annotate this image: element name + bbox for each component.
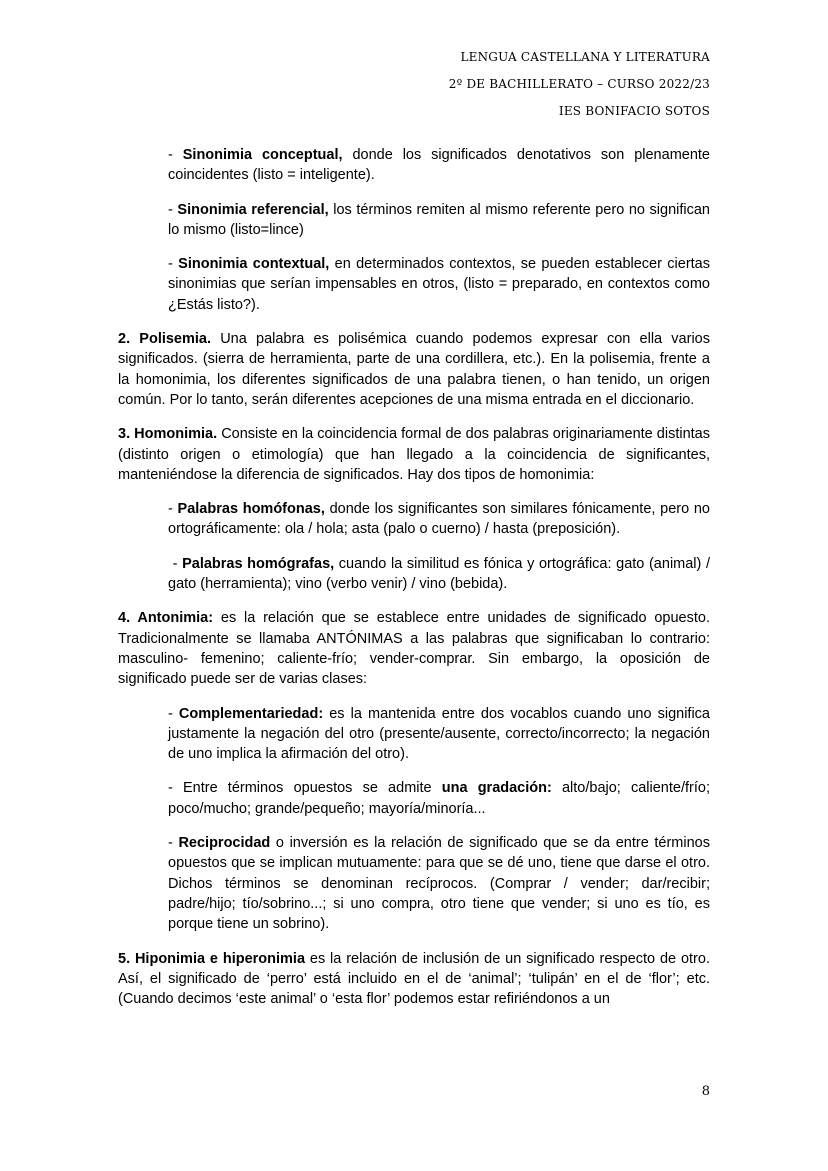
paragraph-complementariedad: - Complementariedad: es la mantenida entre dos vocablos cuando uno significa justamente la negación del otro (presente/ausente, correcto/incorrecto; la negación de uno implica la afirmación del otro). xyxy=(168,705,710,763)
header-course: 2º DE BACHILLERATO – CURSO 2022/23 xyxy=(448,77,710,91)
paragraph-hiponimia: 5. Hiponimia e hiperonimia es la relación de inclusión de un significado respecto de otro. Así, el significado de ‘perro’ está incluido en el de ‘animal’; ‘tulipán’ en el de ‘flor’; etc. (Cuando decimos ‘este animal’ o ‘esta flor’ podemos estar refiriéndonos a un xyxy=(118,950,710,1008)
paragraph-sinonimia-referencial: - Sinonimia referencial, los términos remiten al mismo referente pero no significan lo mismo (listo=lince) xyxy=(168,201,711,238)
paragraph-antonimia: 4. Antonimia: es la relación que se establece entre unidades de significado opuesto. Tradicionalmente se llamaba ANTÓNIMAS a las palabras que significaban lo contrario: masculino- femenino; caliente-frío; vender-comprar. Sin embargo, la oposición de significado puede ser de varias clases: xyxy=(118,610,710,688)
paragraph-homofonas: - Palabras homófonas, donde los significantes son similares fónicamente, pero no ortográficamente: ola / hola; asta (palo o cuerno) / hasta (preposición). xyxy=(168,501,710,538)
paragraph-gradacion: - Entre términos opuestos se admite una gradación: alto/bajo; caliente/frío; poco/mucho; grande/pequeño; mayoría/minoría... xyxy=(168,780,710,817)
paragraph-reciprocidad: - Reciprocidad o inversión es la relación de significado que se da entre términos opuestos que se implican mutuamente: para que se dé uno, tiene que darse el otro. Dichos términos se denominan recíprocos. (Comprar / vender; dar/recibir; padre/hijo; tío/sobrino...; si uno compra, otro tiene que vender; si uno es tío, es porque tiene un sobrino). xyxy=(168,835,710,933)
paragraph-homografas: - Palabras homógrafas, cuando la similitud es fónica y ortográfica: gato (animal) / gato (herramienta); vino (verbo venir) / vino (bebida). xyxy=(168,555,711,593)
paragraph-polisemia: 2. Polisemia. Una palabra es polisémica cuando podemos expresar con ella varios significados. (sierra de herramienta, parte de una cordillera, etc.). En la polisemia, frente a la homonimia, los diferentes significados de una palabra tienen, o han tenido, un origen común. Por lo tanto, serán diferentes acepciones de una misma entrada en el diccionario. xyxy=(118,331,710,408)
paragraph-homonimia: 3. Homonimia. Consiste en la coincidencia formal de dos palabras originariamente distintas (distinto origen o etimología) que han llegado a la coincidencia de significantes, manteniéndose la diferencia de significados. Hay dos tipos de homonimia: xyxy=(118,426,710,483)
page-body xyxy=(118,145,710,1023)
paragraph-sinonimia-contextual: - Sinonimia contextual, en determinados contextos, se pueden establecer ciertas sinonimias que serían impensables en otros, (listo = preparado, en contextos como ¿Estás listo?). xyxy=(168,256,710,313)
page-header xyxy=(449,48,710,129)
header-school: IES BONIFACIO SOTOS xyxy=(558,104,710,118)
page-number: 8 xyxy=(701,1084,710,1099)
header-subject: LENGUA CASTELLANA Y LITERATURA xyxy=(460,50,710,64)
paragraph-sinonimia-conceptual: - Sinonimia conceptual, donde los significados denotativos son plenamente coincidentes (listo = inteligente). xyxy=(168,147,710,184)
